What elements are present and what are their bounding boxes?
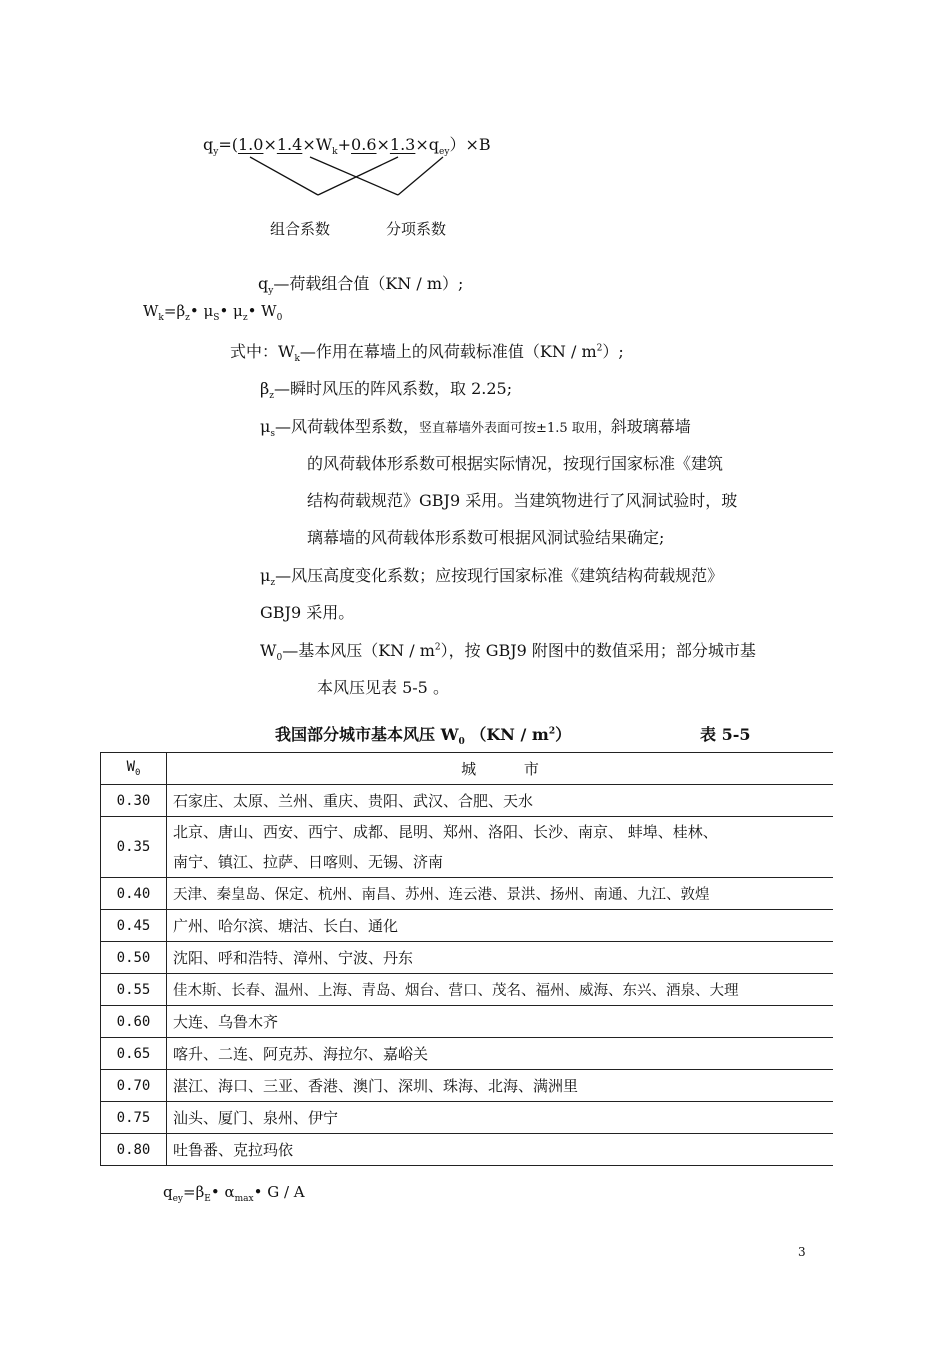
table-row: 0.65 喀升、二连、阿克苏、海拉尔、嘉峪关 (101, 1038, 834, 1070)
wind-pressure-table (100, 752, 833, 1166)
ms-definition-line4: 璃幕墙的风荷载体形系数可根据风洞试验结果确定; (307, 528, 665, 547)
w0-definition-line1: $W_0—$基本风压$(KN / m^2)$，按 GBJ9 附图中的数值采用；部分城市基 (260, 641, 756, 664)
table-row: 0.40 天津、秦皇岛、保定、杭州、南昌、苏州、连云港、景洪、扬州、南通、九江、敦煌 (101, 878, 834, 910)
qey-formula: $q_{ey}=\beta_E•$ $\alpha_{max}•$ G / A (163, 1183, 305, 1204)
table-row: 0.55 佳木斯、长春、温州、上海、青岛、烟台、营口、茂名、福州、威海、东兴、酒泉、大理 (101, 974, 834, 1006)
qy-definition: $q_y—$荷载组合值（KN / m）; (258, 274, 464, 297)
ms-definition-line2: 的风荷载体形系数可根据实际情况，按现行国家标准《建筑 (307, 454, 724, 473)
wk-formula: $W_k=\beta_z•$ $\mu_S•$ $\mu_z•$ $W_0$ (143, 302, 283, 323)
formula-qy: $q_y=(1.0\times 1.4\times W_k+0.6\times 1.3\times q_{ey})\times B$ (203, 135, 491, 158)
table-row: 0.45 广州、哈尔滨、塘沽、长白、通化 (101, 910, 834, 942)
table-row: 0.50 沈阳、呼和浩特、漳州、宁波、丹东 (101, 942, 834, 974)
wk-definition: 式中：$W_k—$作用在幕墙上的风荷载标准值$(KN / m^2)$; (230, 342, 624, 365)
bz-definition: $\beta_z—$瞬时风压的阵风系数，取 2.25; (260, 379, 513, 402)
table-caption: 我国部分城市基本风压 $W_0$ $(KN / m^2)$ (275, 725, 572, 748)
label-partial-coefficient: 分项系数 (386, 220, 447, 238)
table-row: 0.70 湛江、海口、三亚、香港、澳门、深圳、珠海、北海、满洲里 (101, 1070, 834, 1102)
table-row: 0.80 吐鲁番、克拉玛依 (101, 1134, 834, 1166)
header-cities: 城 市 (167, 753, 834, 785)
coefficient-connector-diagram (240, 155, 460, 200)
ms-definition-line1: $\mu_s—$风荷载体型系数，竖直幕墙外表面可按±1.5 取用，斜玻璃幕墙 (260, 417, 691, 440)
table-row: 0.60 大连、乌鲁木齐 (101, 1006, 834, 1038)
table-label: 表 5-5 (700, 725, 751, 744)
table-header-row (101, 753, 834, 785)
label-combination-coefficient: 组合系数 (270, 220, 331, 238)
mz-definition-line2: GBJ9 采用。 (260, 603, 355, 622)
table-row: 0.35 北京、唐山、西安、西宁、成都、昆明、郑州、洛阳、长沙、南京、 蚌埠、桂林、 南宁、镇江、拉萨、日喀则、无锡、济南 (101, 817, 834, 878)
table-row: 0.75 汕头、厦门、泉州、伊宁 (101, 1102, 834, 1134)
header-w0: $W_0$ (101, 753, 167, 785)
ms-definition-line3: 结构荷载规范》GBJ9 采用。当建筑物进行了风洞试验时，玻 (307, 491, 738, 510)
page-number: 3 (798, 1245, 806, 1259)
table-row: 0.30 石家庄、太原、兰州、重庆、贵阳、武汉、合肥、天水 (101, 785, 834, 817)
w0-definition-line2: 本风压见表 5-5 。 (317, 678, 449, 697)
mz-definition-line1: $\mu_z—$风压高度变化系数；应按现行国家标准《建筑结构荷载规范》 (260, 566, 724, 589)
